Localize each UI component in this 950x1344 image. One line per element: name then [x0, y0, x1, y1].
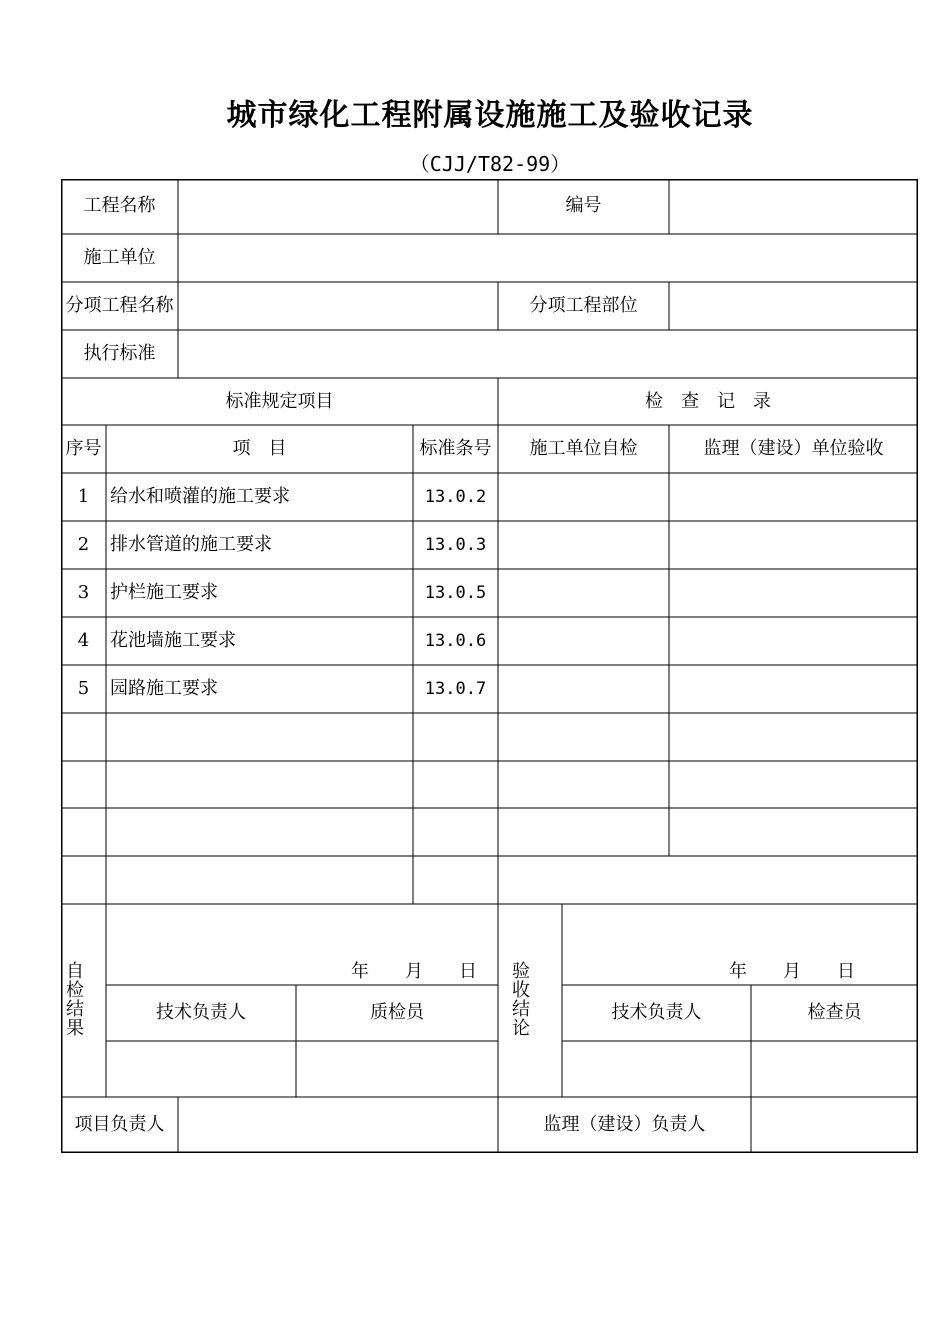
standard-label: 执行标准: [83, 343, 156, 364]
acceptance-date: 年 月 日: [729, 961, 855, 982]
self-tech-lead-signature[interactable]: [107, 1042, 295, 1096]
col-self-check-header: 施工单位自检: [529, 438, 638, 459]
project-name-label: 工程名称: [83, 195, 156, 216]
row-seq: 1: [77, 486, 90, 507]
row-clause: 13.0.7: [424, 679, 487, 699]
self-inspector-label: 质检员: [370, 1002, 424, 1023]
subitem-name-label: 分项工程名称: [65, 295, 174, 316]
check-record-heading: 检 查 记 录: [645, 391, 771, 412]
serial-number-label: 编号: [565, 195, 602, 216]
self-result-date: 年 月 日: [351, 961, 477, 982]
supervision-lead-label: 监理（建设）负责人: [543, 1114, 706, 1135]
row-seq: 5: [77, 678, 90, 699]
row-clause: 13.0.2: [424, 487, 487, 507]
row-item: 护栏施工要求: [110, 582, 218, 603]
acceptance-checker-signature[interactable]: [752, 1042, 916, 1096]
acceptance-tech-lead-label: 技术负责人: [611, 1002, 702, 1023]
row-item: 花池墙施工要求: [110, 630, 236, 651]
self-inspector-signature[interactable]: [297, 1042, 497, 1096]
acceptance-tech-lead-signature[interactable]: [563, 1042, 750, 1096]
row-clause: 13.0.6: [424, 631, 487, 651]
project-lead-field[interactable]: [179, 1098, 497, 1152]
self-tech-lead-label: 技术负责人: [156, 1002, 246, 1023]
project-name-field[interactable]: [179, 180, 497, 233]
row-item: 园路施工要求: [110, 678, 218, 699]
self-result-label: 自检结果: [66, 961, 84, 1039]
subitem-part-field[interactable]: [670, 283, 916, 329]
row-clause: 13.0.3: [424, 535, 487, 555]
inspection-record-form: [61, 179, 918, 1153]
col-supervision-header: 监理（建设）单位验收: [703, 438, 884, 459]
row-seq: 4: [77, 630, 90, 651]
row-item: 给水和喷灌的施工要求: [110, 486, 290, 507]
document-title: 城市绿化工程附属设施施工及验收记录: [226, 98, 754, 133]
col-seq-header: 序号: [65, 438, 102, 459]
subitem-name-field[interactable]: [179, 283, 497, 329]
col-item-header: 项 目: [232, 438, 287, 459]
standard-field[interactable]: [179, 331, 916, 377]
supervision-lead-field[interactable]: [752, 1098, 916, 1152]
standard-code: （CJJ/T82-99）: [409, 152, 571, 176]
construction-unit-label: 施工单位: [83, 247, 156, 268]
acceptance-label: 验收结论: [512, 961, 530, 1039]
acceptance-checker-label: 检查员: [807, 1002, 862, 1023]
standard-items-heading: 标准规定项目: [225, 391, 334, 412]
row-item: 排水管道的施工要求: [110, 534, 272, 555]
subitem-part-label: 分项工程部位: [529, 295, 638, 316]
construction-unit-field[interactable]: [179, 235, 916, 281]
row-seq: 2: [77, 534, 90, 555]
project-lead-label: 项目负责人: [74, 1114, 165, 1135]
row-clause: 13.0.5: [424, 583, 487, 603]
serial-number-field[interactable]: [670, 180, 916, 233]
col-clause-header: 标准条号: [419, 438, 492, 459]
row-seq: 3: [77, 582, 90, 603]
